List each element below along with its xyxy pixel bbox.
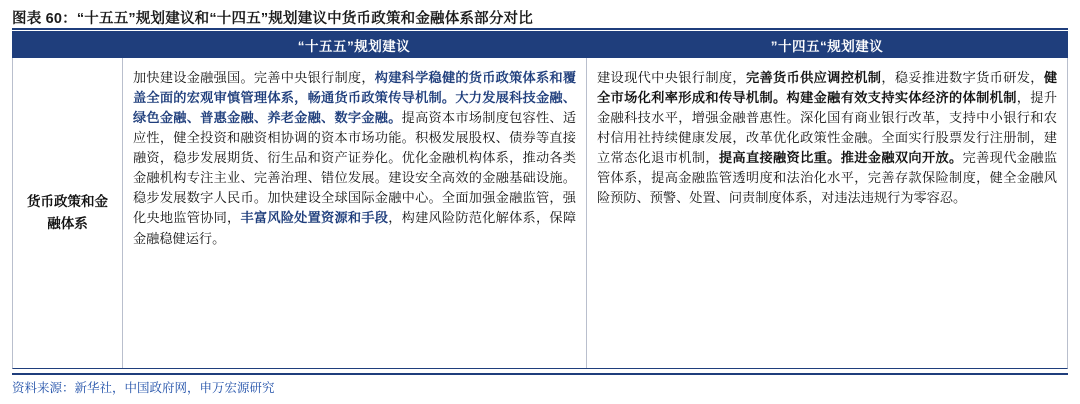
cell-15th-plan-text: 加快建设金融强国。完善中央银行制度，构建科学稳健的货币政策体系和覆盖全面的宏观审慎管理体系，畅通货币政策传导机制。大力发展科技金融、绿色金融、普惠金融、养老金融、数字金融。提高资本市场制度包容性、适应性，健全投资和融资相协调的资本市场功能。积极发展股权、债券等直接融资，稳步发展期货、衍生品和资产证券化。优化金融机构体系，推动各类金融机构专注主业、完善治理、错位发展。建设安全高效的金融基础设施。稳步发展数字人民币。加快建设全球国际金融中心。全面加强金融监管，强化央地监管协同，丰富风险处置资源和手段，构建风险防范化解体系，保障金融稳健运行。	[123, 58, 587, 368]
header-cell-15th-plan: “十五五”规划建议	[297, 38, 411, 54]
table-bottom-divider	[12, 373, 1068, 375]
cell-14th-plan-text: 建设现代中央银行制度，完善货币供应调控机制，稳妥推进数字货币研发，健全市场化利率形成和传导机制。构建金融有效支持实体经济的体制机制，提升金融科技水平，增强金融普惠性。深化国有商业银行改革，支持中小银行和农村信用社持续健康发展，改革优化政策性金融。全面实行股票发行注册制，建立常态化退市机制，提高直接融资比重。推进金融双向开放。完善现代金融监管体系，提高金融监管透明度和法治化水平，完善存款保险制度，健全金融风险预防、预警、处置、问责制度体系，对违法违规行为零容忍。	[597, 70, 1058, 206]
source-note: 资料来源：新华社，中国政府网，申万宏源研究	[12, 381, 275, 395]
header-cell-14th-plan: ”十四五“规划建议	[770, 38, 884, 54]
row-label-monetary-policy: 货币政策和金融体系	[13, 58, 123, 368]
comparison-table	[12, 31, 1068, 369]
figure-title-bar	[12, 6, 1068, 28]
table-row	[12, 58, 1068, 369]
table-header-row	[12, 31, 1068, 58]
page-title: 图表 60：“十五五”规划建议和“十四五”规划建议中货币政策和金融体系部分对比	[12, 10, 533, 27]
title-divider	[12, 28, 1068, 30]
header-cell-row-label	[12, 31, 122, 58]
